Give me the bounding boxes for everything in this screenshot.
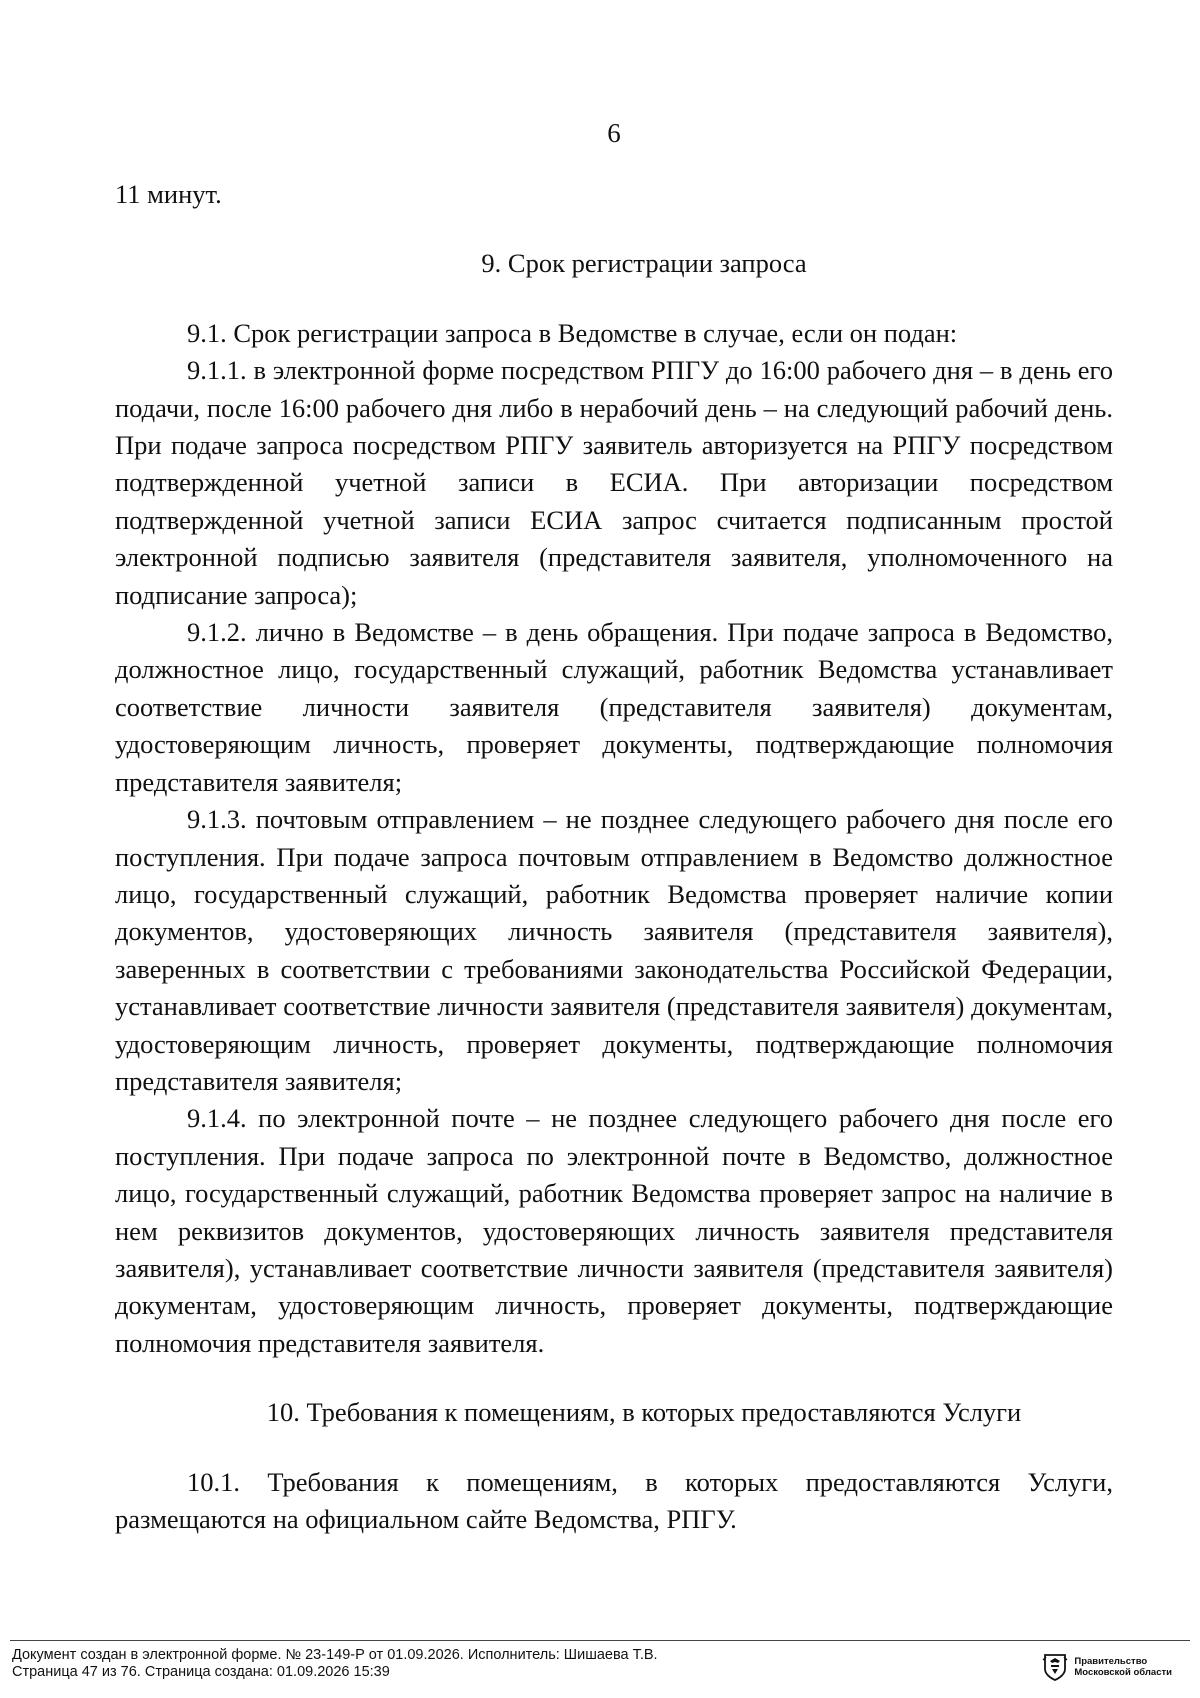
footer-divider (10, 1640, 1190, 1641)
document-body (115, 176, 1113, 1538)
logo-line-1: Правительство (1074, 1656, 1148, 1667)
paragraph-9-1-1: 9.1.1. в электронной форме посредством РПГУ до 16:00 рабочего дня – в день его подачи, после 16:00 рабочего дня либо в нерабочий день – на следующий рабочий день. При подаче запроса посредством РПГУ заявитель авторизуется на РПГУ посредством подтвержденной учетной записи в ЕСИА. При авторизации посредством подтвержденной учетной записи ЕСИА запрос считается подписанным простой электронной подписью заявителя (представителя заявителя, уполномоченного на подписание запроса); (115, 355, 1113, 610)
footer-line-document-info: Документ создан в электронной форме. № 23-149-Р от 01.09.2026. Исполнитель: Шишаева Т.В. (12, 1647, 658, 1663)
paragraph-10-1: 10.1. Требования к помещениям, в которых предоставляются Услуги, размещаются на официальном сайте Ведомства, РПГУ. (115, 1466, 1113, 1534)
logo-line-2: Московской области (1074, 1667, 1172, 1678)
page-number: 6 (607, 118, 621, 148)
coat-of-arms-icon (1042, 1652, 1068, 1682)
paragraph-continuation: 11 минут. (115, 179, 222, 209)
section-heading-9: 9. Срок регистрации запроса (481, 248, 807, 279)
paragraph-9-1: 9.1. Срок регистрации запроса в Ведомстве в случае, если он подан: (187, 317, 958, 348)
section-heading-10: 10. Требования к помещениям, в которых предоставляются Услуги (266, 1397, 1022, 1428)
government-logo (1042, 1652, 1172, 1682)
logo-caption (1074, 1656, 1172, 1678)
paragraph-9-1-2: 9.1.2. лично в Ведомстве – в день обращения. При подаче запроса в Ведомство, должностное лицо, государственный служащий, работник Ведомства устанавливает соответствие личности заявителя (представителя заявителя) документам, удостоверяющим личность, проверяет документы, подтверждающие полномочия представителя заявителя; (115, 617, 1113, 797)
document-footer (0, 1640, 1200, 1698)
paragraph-9-1-3: 9.1.3. почтовым отправлением – не позднее следующего рабочего дня после его поступления. При подаче запроса почтовым отправлением в Ведомство должностное лицо, государственный служащий, работник Ведомства проверяет наличие копии документов, удостоверяющих личность заявителя (представителя заявителя), заверенных в соответствии с требованиями законодательства Российской Федерации, устанавливает соответствие личности заявителя (представителя заявителя) документам, удостоверяющим личность, проверяет документы, подтверждающие полномочия представителя заявителя; (115, 804, 1113, 1096)
footer-line-page-info: Страница 47 из 76. Страница создана: 01.09.2026 15:39 (12, 1664, 390, 1680)
paragraph-9-1-4: 9.1.4. по электронной почте – не позднее следующего рабочего дня после его поступления. При подаче запроса по электронной почте в Ведомство, должностное лицо, государственный служащий, работник Ведомства проверяет запрос на наличие в нем реквизитов документов, удостоверяющих личность заявителя представителя заявителя), устанавливает соответствие личности заявителя (представителя заявителя) документам, удостоверяющим личность, проверяет документы, подтверждающие полномочия представителя заявителя. (115, 1103, 1113, 1358)
footer-text (12, 1647, 658, 1681)
